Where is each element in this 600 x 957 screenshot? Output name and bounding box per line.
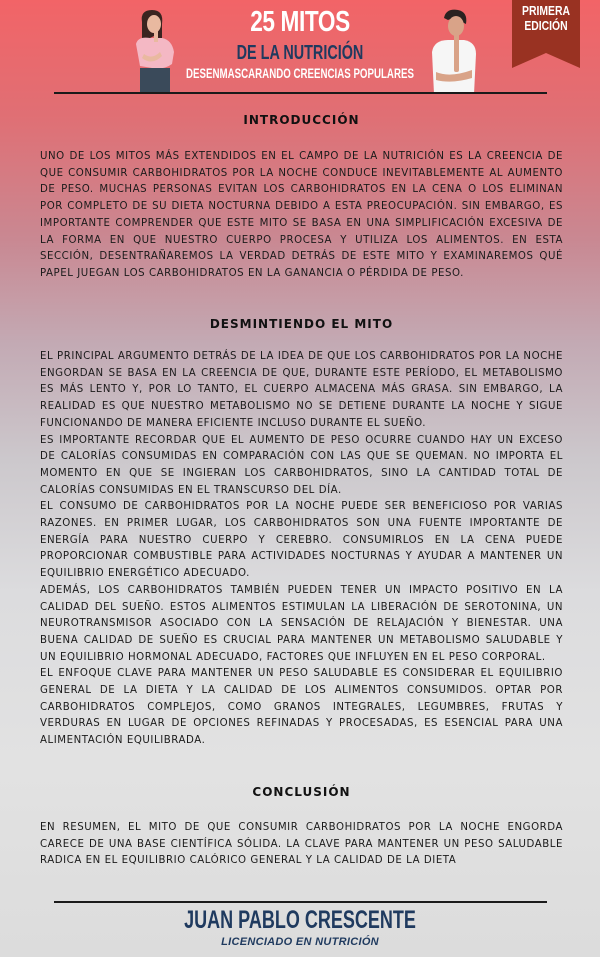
paragraph: ADEMÁS, LOS CARBOHIDRATOS TAMBIÉN PUEDEN TENER UN IMPACTO POSITIVO EN LA CALIDAD DEL SUEÑO. ESTOS ALIMENTOS ESTIMULAN LA LIBERACIÓN DE SEROTONINA, UN NEUROTRANSMISOR ASOCIADO CON LA SENSACIÓN DE RELAJACIÓN Y BIENESTAR. UNA BUENA CALIDAD DE SUEÑO ES CRUCIAL PARA MANTENER UN METABOLISMO SALUDABLE Y UN EQUILIBRIO HORMONAL ADECUADO, FACTORES QUE INFLUYEN EN EL PESO CORPORAL. <box>40 584 563 663</box>
section-title-desmintiendo: DESMINTIENDO EL MITO <box>209 317 394 331</box>
page-header <box>0 0 600 96</box>
section-body-desmintiendo <box>40 349 563 750</box>
author-name: JUAN PABLO CRESCENTE <box>184 906 416 934</box>
paragraph: EL PRINCIPAL ARGUMENTO DETRÁS DE LA IDEA DE QUE LOS CARBOHIDRATOS POR LA NOCHE ENGORDAN SE BASA EN LA CREENCIA DE QUE, DURANTE ESTE PERÍODO, EL METABOLISMO ES MÁS LENTO Y, POR LO TANTO, EL CUERPO ALMACENA MÁS GRASA. SIN EMBARGO, LA REALIDAD ES QUE NUESTRO METABOLISMO NO SE DETIENE DURANTE LA NOCHE Y SIGUE FUNCIONANDO DE MANERA EFICIENTE INCLUSO DURANTE EL SUEÑO. <box>40 351 563 429</box>
book-subtitle: DE LA NUTRICIÓN <box>236 42 364 64</box>
paragraph: UNO DE LOS MITOS MÁS EXTENDIDOS EN EL CAMPO DE LA NUTRICIÓN ES LA CREENCIA DE QUE CONSUMIR CARBOHIDRATOS POR LA NOCHE CONDUCE INEVITABLEMENTE AL AUMENTO DE PESO. MUCHAS PERSONAS EVITAN LOS CARBOHIDRATOS EN LA CENA O LOS ELIMINAN POR COMPLETO DE SU DIETA NOCTURNA DEBIDO A ESTA PREOCUPACIÓN. SIN EMBARGO, ES IMPORTANTE COMPRENDER QUE ESTE MITO SE BASA EN UNA SIMPLIFICACIÓN EXCESIVA DE LA FORMA EN QUE NUESTRO CUERPO PROCESA Y UTILIZA LOS ALIMENTOS. EN ESTA SECCIÓN, DESENTRAÑAREMOS LA VERDAD DETRÁS DE ESTE MITO Y EXAMINAREMOS QUÉ PAPEL JUEGAN LOS CARBOHIDRATOS EN LA GANANCIA O PÉRDIDA DE PESO. <box>40 151 563 279</box>
footer-divider <box>54 901 547 903</box>
paragraph: EL CONSUMO DE CARBOHIDRATOS POR LA NOCHE PUEDE SER BENEFICIOSO POR VARIAS RAZONES. EN PRIMER LUGAR, LOS CARBOHIDRATOS SON UNA FUENTE IMPORTANTE DE ENERGÍA PARA NUESTRO CUERPO Y CEREBRO. CONSUMIRLOS EN LA CENA PUEDE PROPORCIONAR COMBUSTIBLE PARA ACTIVIDADES NOCTURNAS Y AYUDAR A MANTENER UN EQUILIBRIO ENERGÉTICO ADECUADO. <box>40 501 563 580</box>
book-tagline: DESENMASCARANDO CREENCIAS POPULARES <box>186 66 414 81</box>
book-title: 25 MITOS <box>250 6 350 38</box>
paragraph: EN RESUMEN, EL MITO DE QUE CONSUMIR CARBOHIDRATOS POR LA NOCHE ENGORDA CARECE DE UNA BASE CIENTÍFICA SÓLIDA. LA CLAVE PARA MANTENER UN PESO SALUDABLE RADICA EN EL EQUILIBRIO CALÓRICO GENERAL Y LA CALIDAD DE LA DIETA <box>40 822 563 867</box>
author-credential: LICENCIADO EN NUTRICIÓN <box>221 936 379 948</box>
section-body-conclusion <box>40 820 563 870</box>
header-divider <box>54 92 547 94</box>
section-body-introduccion <box>40 149 563 283</box>
section-title-introduccion: INTRODUCCIÓN <box>243 113 360 127</box>
edition-badge-text: PRIMERA EDICIÓN <box>522 3 570 33</box>
paragraph: EL ENFOQUE CLAVE PARA MANTENER UN PESO SALUDABLE ES CONSIDERAR EL EQUILIBRIO GENERAL DE LA DIETA Y LA CALIDAD DE LOS ALIMENTOS CONSUMIDOS. OPTAR POR CARBOHIDRATOS COMPLEJOS, COMO GRANOS INTEGRALES, LEGUMBRES, FRUTAS Y VERDURAS EN LUGAR DE OPCIONES REFINADAS Y PROCESADAS, ES ESENCIAL PARA UNA ALIMENTACIÓN EQUILIBRADA. <box>40 668 563 747</box>
paragraph: ES IMPORTANTE RECORDAR QUE EL AUMENTO DE PESO OCURRE CUANDO HAY UN EXCESO DE CALORÍAS CONSUMIDAS EN COMPARACIÓN CON LAS QUE SE QUEMAN. NO IMPORTA EL MOMENTO EN QUE SE INGIERAN LOS CARBOHIDRATOS, SINO LA CANTIDAD TOTAL DE CALORÍAS CONSUMIDAS EN EL TRANSCURSO DEL DÍA. <box>40 434 563 496</box>
section-title-conclusion: CONCLUSIÓN <box>252 785 351 799</box>
